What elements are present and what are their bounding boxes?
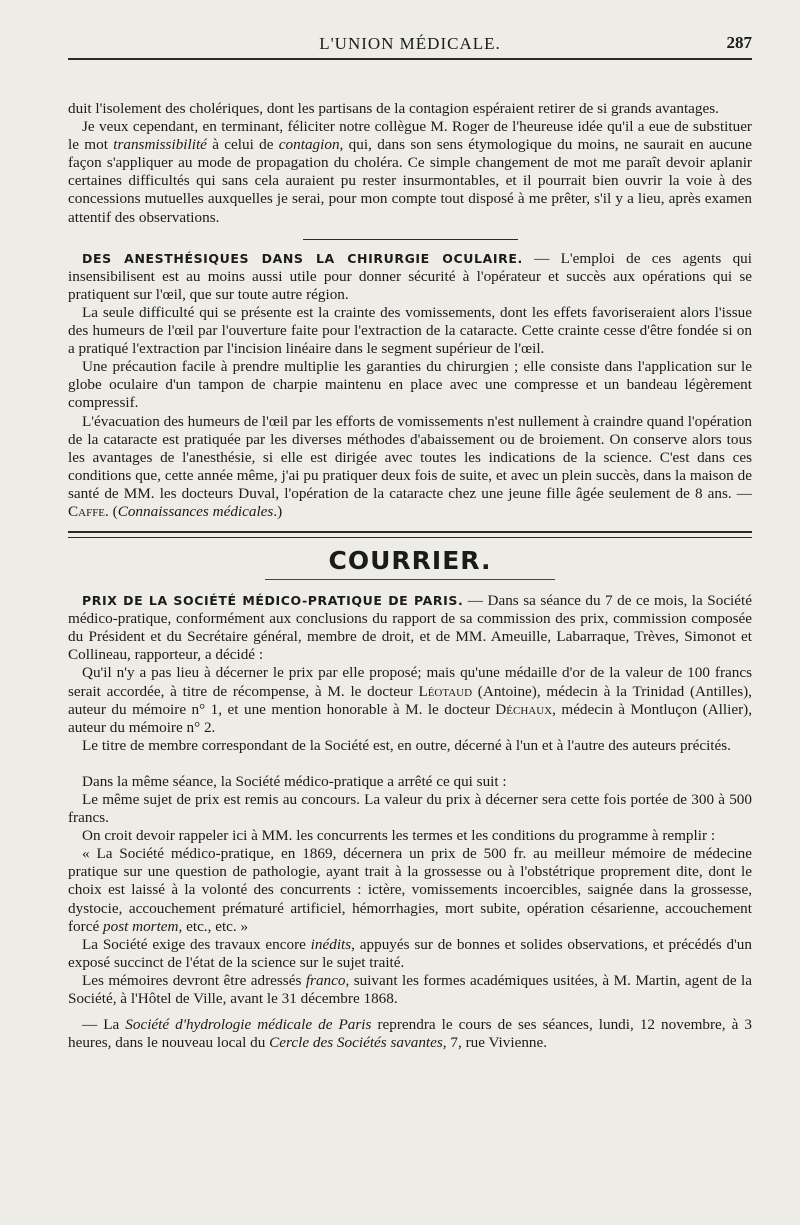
paragraph-memoires: Les mémoires devront être adressés franco, suivant les formes académiques usitées, à M. Martin, agent de la Société, à l'Hôtel de Ville, avant le 31 décembre 1868. (68, 971, 753, 1008)
page-number: 287 (726, 33, 752, 52)
paragraph-precaution: Une précaution facile à prendre multiplie les garanties du chirurgien ; elle consiste dans l'application sur le globe oculaire d'un tampon de charpie maintenu en place avec une compresse et un bandeau légèrement compressif. (68, 358, 752, 412)
term-inedits: inédits (310, 935, 352, 953)
article-body (68, 100, 752, 1052)
paragraph-medaille: Qu'il n'y a pas lieu à décerner le prix par elle proposé; mais qu'une médaille d'or de la valeur de 100 francs serait accordée, à titre de récompense, à M. le docteur Léotaud (Antoine), médecin à la Trinidad (Antilles), auteur du mémoire n° 1, et une mention honorable à M. le docteur Déchaux, médecin à Montluçon (Allier), auteur du mémoire n° 2. (68, 664, 752, 736)
running-head (68, 28, 752, 60)
cercle-societes: Cercle des Sociétés savantes (269, 1034, 443, 1052)
section-divider (303, 239, 518, 240)
paragraph-concours: Le même sujet de prix est remis au concours. La valeur du prix à décerner sera cette fois portée de 300 à 500 francs. (68, 791, 752, 827)
double-rule (68, 531, 752, 538)
courrier-title: COURRIER. (328, 546, 492, 576)
paragraph-gap (68, 755, 752, 773)
paragraph-programme-quote: « La Société médico-pratique, en 1869, décernera un prix de 500 fr. au meilleur mémoire de médecine pratique sur une question de pathologie, ayant trait à la grossesse ou à l'obstétrique proprement dite, dont le choix est laissé à la volonté des concurrents : ictère, vomissements incoercibles, saignée dans la grossesse, dystocie, accouchement prématuré artificiel, hémorrhagies, mort subite, opération césarienne, accouchement forcé post mortem, etc., etc. » (68, 845, 752, 935)
paragraph-hydrologie: — La Société d'hydrologie médicale de Paris reprendra le cours de ses séances, lundi, 12 novembre, à 3 heures, dans le nouveau local du Cercle des Sociétés savantes, 7, rue Vivienne. (68, 1016, 752, 1052)
paragraph-gap (68, 1008, 752, 1016)
paragraph-vomissements: La seule difficulté qui se présente est la crainte des vomissements, dont les effets favoriseraient alors l'issue des humeurs de l'œil par l'ouverture faite pour l'extraction de la cataracte. Cette crainte cesse d'être fondée si on a pratiqué l'extraction par l'incision linéaire dans le segment supérieur de l'œil. (68, 303, 752, 358)
paragraph-roger: Je veux cependant, en terminant, féliciter notre collègue M. Roger de l'heureuse idée qu'il a eue de substituer le mot transmissibilité à celui de contagion, qui, dans son sens étymologique du moins, ne saurait en aucune façon s'appliquer au mode de propagation du choléra. Ce simple changement de mot me paraît devoir aplanir certaines difficultés qui sans cela auraient pu rester insurmontables, et il pourrait bien ouvrir la voie à des concessions mutuelles auxquelles je serai, pour mon compte tout disposé à me prêter, s'il y a lieu, après examen attentif des observations. (68, 118, 752, 226)
title-underline (265, 579, 555, 580)
anesthesia-heading: DES ANESTHÉSIQUES DANS LA CHIRURGIE OCULAIRE. (82, 250, 523, 266)
term-transmissibilite: transmissibilité (113, 136, 207, 154)
paragraph-anesthesiques: DES ANESTHÉSIQUES DANS LA CHIRURGIE OCULAIRE. — L'emploi de ces agents qui insensibilisent est au moins aussi utile pour donner sécurité à l'opérateur et succès aux opérations qui se pratiquent sur l'œil, que sur toute autre région. (68, 249, 752, 303)
term-franco: franco (305, 971, 346, 989)
name-leotaud: Léotaud (418, 682, 473, 700)
running-title: L'UNION MÉDICALE. (319, 34, 501, 53)
paragraph-prix: PRIX DE LA SOCIÉTÉ MÉDICO-PRATIQUE DE PARIS. — Dans sa séance du 7 de ce mois, la Société médico-pratique, conformément aux conclusions du rapport de sa commission des prix, commission composée du Président et du Secrétaire général, membre de droit, et de MM. Ameuille, Labarraque, Trèves, Simonot et Collineau, rapporteur, a décidé : (68, 592, 752, 664)
paragraph-exige: La Société exige des travaux encore inédits, appuyés sur de bonnes et solides observations, et précédés d'un exposé succinct de l'état de la science sur le sujet traité. (68, 935, 752, 971)
society-hydrologie: Société d'hydrologie médicale de Paris (125, 1016, 372, 1034)
paragraph-seance: Dans la même séance, la Société médico-pratique a arrêté ce qui suit : (82, 772, 507, 790)
author-caffe: Caffe (68, 502, 106, 520)
paragraph-evacuation: L'évacuation des humeurs de l'œil par les efforts de vomissements n'est nullement à craindre quand l'opération de la cataracte est pratiquée par les diverses méthodes d'abaissement ou de broiement. On conserve alors tous les avantages de l'anesthésie, si elle est dirigée avec toutes les indications de la science. C'est dans ces conditions que, cette année même, j'ai pu pratiquer deux fois de suite, et avec un plein succès, dans la maison de santé de MM. les docteurs Duval, l'opération de la cataracte chez une jeune fille âgée seulement de 8 ans. — Caffe. (Connaissances médicales.) (68, 412, 752, 520)
source-connaissances: Connaissances médicales (117, 502, 274, 520)
paragraph-isolement: duit l'isolement des cholériques, dont les partisans de la contagion espéraient retirer de si grands avantages. (68, 100, 719, 117)
paragraph-membre: Le titre de membre correspondant de la Société est, en outre, décerné à l'un et à l'autre des auteurs précités. (82, 736, 731, 754)
paragraph-rappeler: On croit devoir rappeler ici à MM. les concurrents les termes et les conditions du programme à remplir : (82, 827, 716, 845)
prix-heading: PRIX DE LA SOCIÉTÉ MÉDICO-PRATIQUE DE PARIS. (82, 593, 464, 609)
name-dechaux: Déchaux (495, 700, 553, 718)
term-post-mortem: post mortem (103, 917, 179, 935)
term-contagion: contagion (278, 136, 340, 154)
